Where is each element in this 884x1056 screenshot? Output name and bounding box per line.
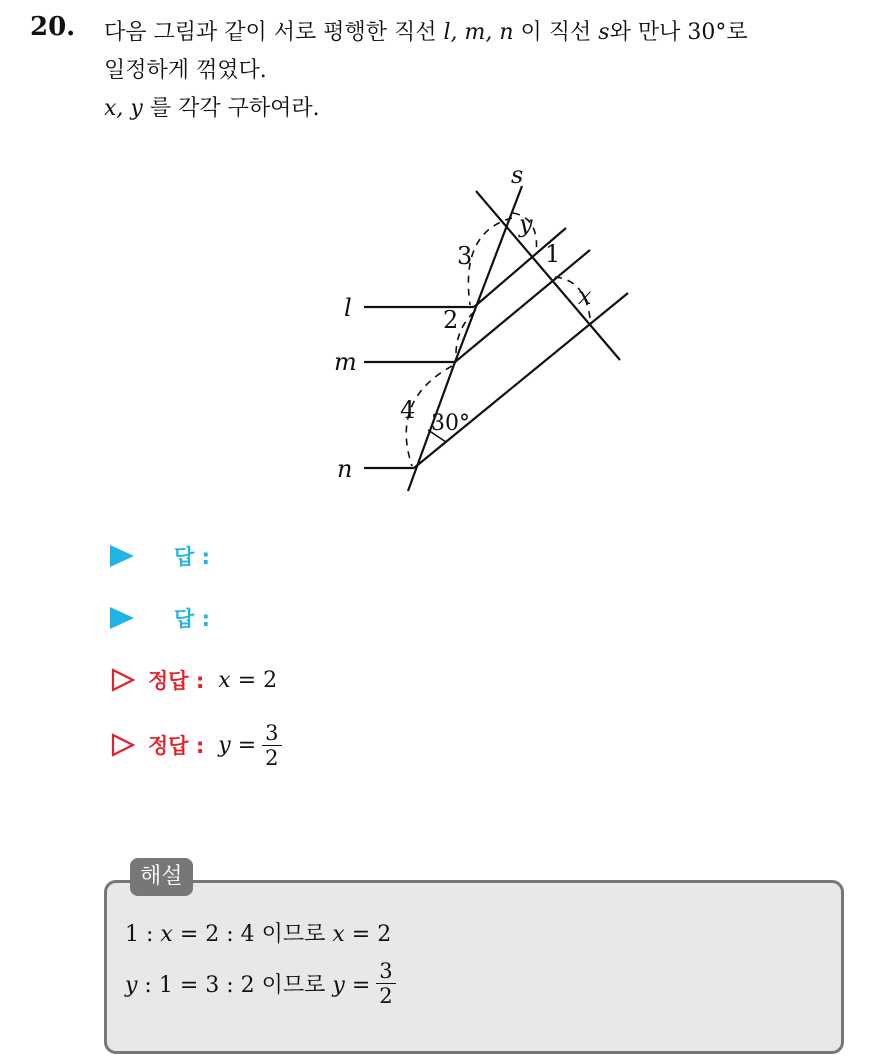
fraction-numerator: 3 bbox=[262, 721, 281, 746]
answer-label: 답 : bbox=[174, 607, 210, 631]
fraction-three-halves bbox=[376, 959, 395, 1008]
play-triangle-icon bbox=[110, 545, 134, 567]
label-y: y bbox=[519, 210, 533, 238]
math-text: = 2 bbox=[344, 922, 392, 947]
math-text: 1 : bbox=[125, 922, 161, 947]
label-2: 2 bbox=[443, 306, 459, 334]
label-x: x bbox=[578, 282, 592, 310]
question-line-2: 일정하게 꺾였다. bbox=[104, 58, 267, 83]
answer-label: 답 : bbox=[174, 545, 210, 569]
correct-answer-label: 정답 : bbox=[148, 734, 205, 758]
math-text: : 1 = 3 : 2 이므로 bbox=[137, 973, 333, 998]
question-text-part: 이 직선 bbox=[513, 20, 599, 45]
math-var: x bbox=[160, 922, 173, 947]
label-s: s bbox=[511, 161, 524, 189]
fraction-three-halves bbox=[262, 721, 281, 770]
fraction-denominator: 2 bbox=[265, 745, 279, 770]
answer-row-2 bbox=[110, 600, 210, 636]
question-text-part: 와 만나 30°로 bbox=[609, 20, 748, 45]
outline-triangle-icon bbox=[110, 732, 136, 758]
math-text: = 2 bbox=[230, 667, 278, 693]
math-var: y bbox=[125, 973, 138, 998]
question-vars-lmn: l, m, n bbox=[443, 20, 514, 45]
play-triangle-icon bbox=[110, 607, 134, 629]
outline-triangle-icon bbox=[110, 667, 136, 693]
question-text-part: 다음 그림과 같이 서로 평행한 직선 bbox=[104, 20, 444, 45]
math-var: x bbox=[332, 922, 345, 947]
question-var-s: s bbox=[598, 20, 610, 45]
math-text bbox=[125, 968, 370, 999]
math-var: y bbox=[332, 973, 345, 998]
correct-answer-label: 정답 : bbox=[148, 669, 205, 693]
math-var: y bbox=[218, 732, 231, 758]
question-text-part: 를 각각 구하여라. bbox=[142, 96, 320, 121]
fraction-numerator: 3 bbox=[376, 959, 395, 984]
label-4: 4 bbox=[400, 396, 416, 424]
answer-row-1 bbox=[110, 538, 210, 574]
math-text: = 2 : 4 이므로 bbox=[172, 922, 333, 947]
fraction-denominator: 2 bbox=[379, 984, 393, 1008]
correct-answer-row-2 bbox=[110, 718, 282, 772]
math-var: x bbox=[218, 667, 231, 693]
solution-tab: 해설 bbox=[130, 858, 193, 896]
label-l: l bbox=[344, 294, 352, 322]
solution-line-2 bbox=[125, 959, 396, 1008]
correct-answer-row-1 bbox=[110, 662, 277, 698]
math-text bbox=[125, 917, 391, 948]
question-vars-xy: x, y bbox=[104, 96, 143, 121]
question-number: 20. bbox=[30, 12, 76, 42]
line-second-transversal bbox=[476, 191, 620, 360]
label-1: 1 bbox=[545, 240, 561, 268]
correct-answer-x bbox=[218, 668, 277, 693]
label-m: m bbox=[334, 348, 357, 376]
label-3: 3 bbox=[457, 242, 473, 270]
solution-box bbox=[104, 880, 844, 1054]
label-angle-30: 30° bbox=[431, 411, 470, 436]
correct-answer-y bbox=[218, 733, 256, 758]
math-text: = bbox=[344, 973, 371, 998]
math-text: = bbox=[230, 732, 257, 758]
solution-line-1 bbox=[125, 917, 391, 948]
label-n: n bbox=[337, 455, 353, 483]
